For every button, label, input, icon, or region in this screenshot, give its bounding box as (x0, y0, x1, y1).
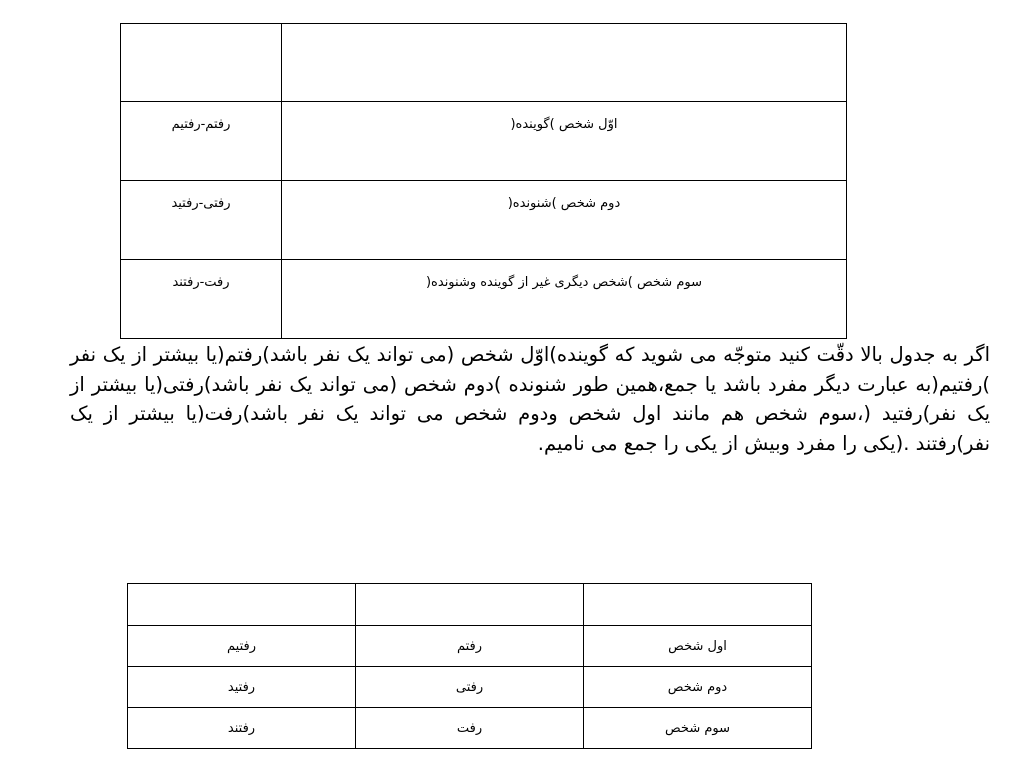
table-header-row (128, 584, 812, 626)
table-row (128, 708, 812, 749)
plural-cell: رفتیم (128, 626, 356, 667)
person-cell: دوم شخص )شنونده( (282, 181, 847, 260)
header-cell-plural (128, 584, 356, 626)
header-cell-forms (121, 24, 282, 102)
conjugation-table-top (120, 23, 847, 339)
header-cell-person (282, 24, 847, 102)
plural-cell: رفتند (128, 708, 356, 749)
conjugation-table-bottom (127, 583, 812, 749)
person-cell: سوم شخص (584, 708, 812, 749)
forms-cell: رفتم-رفتیم (121, 102, 282, 181)
table-row (128, 626, 812, 667)
person-cell: دوم شخص (584, 667, 812, 708)
header-cell-singular (356, 584, 584, 626)
plural-cell: رفتید (128, 667, 356, 708)
table-row (128, 667, 812, 708)
singular-cell: رفتی (356, 667, 584, 708)
singular-cell: رفتم (356, 626, 584, 667)
explanation-paragraph: اگر به جدول بالا دقّت کنید متوجّه می شوید که گوینده)اوّل شخص (می تواند یک نفر باشد)رفتم(یا بیشتر از یک نفر )رفتیم(به عبارت دیگر مفرد باشد یا جمع،همین طور شنونده )دوم شخص (می تواند یک نفر باشد)رفتی(یا بیشتر از یک نفر)رفتید (،سوم شخص هم مانند اول شخص ودوم شخص می تواند یک نفر باشد)رفت(یا بیشتر از یک نفر)رفتند .(یکی را مفرد وبیش از یکی را جمع می نامیم. (70, 343, 990, 455)
singular-cell: رفت (356, 708, 584, 749)
table-header-row (121, 24, 847, 102)
table-row (121, 181, 847, 260)
header-cell-person (584, 584, 812, 626)
forms-cell: رفت-رفتند (121, 260, 282, 339)
table-row (121, 102, 847, 181)
person-cell: اوّل شخص )گوینده( (282, 102, 847, 181)
forms-cell: رفتی-رفتید (121, 181, 282, 260)
person-cell: اول شخص (584, 626, 812, 667)
table-row (121, 260, 847, 339)
person-cell: سوم شخص )شخص دیگری غیر از گوینده وشنونده( (282, 260, 847, 339)
